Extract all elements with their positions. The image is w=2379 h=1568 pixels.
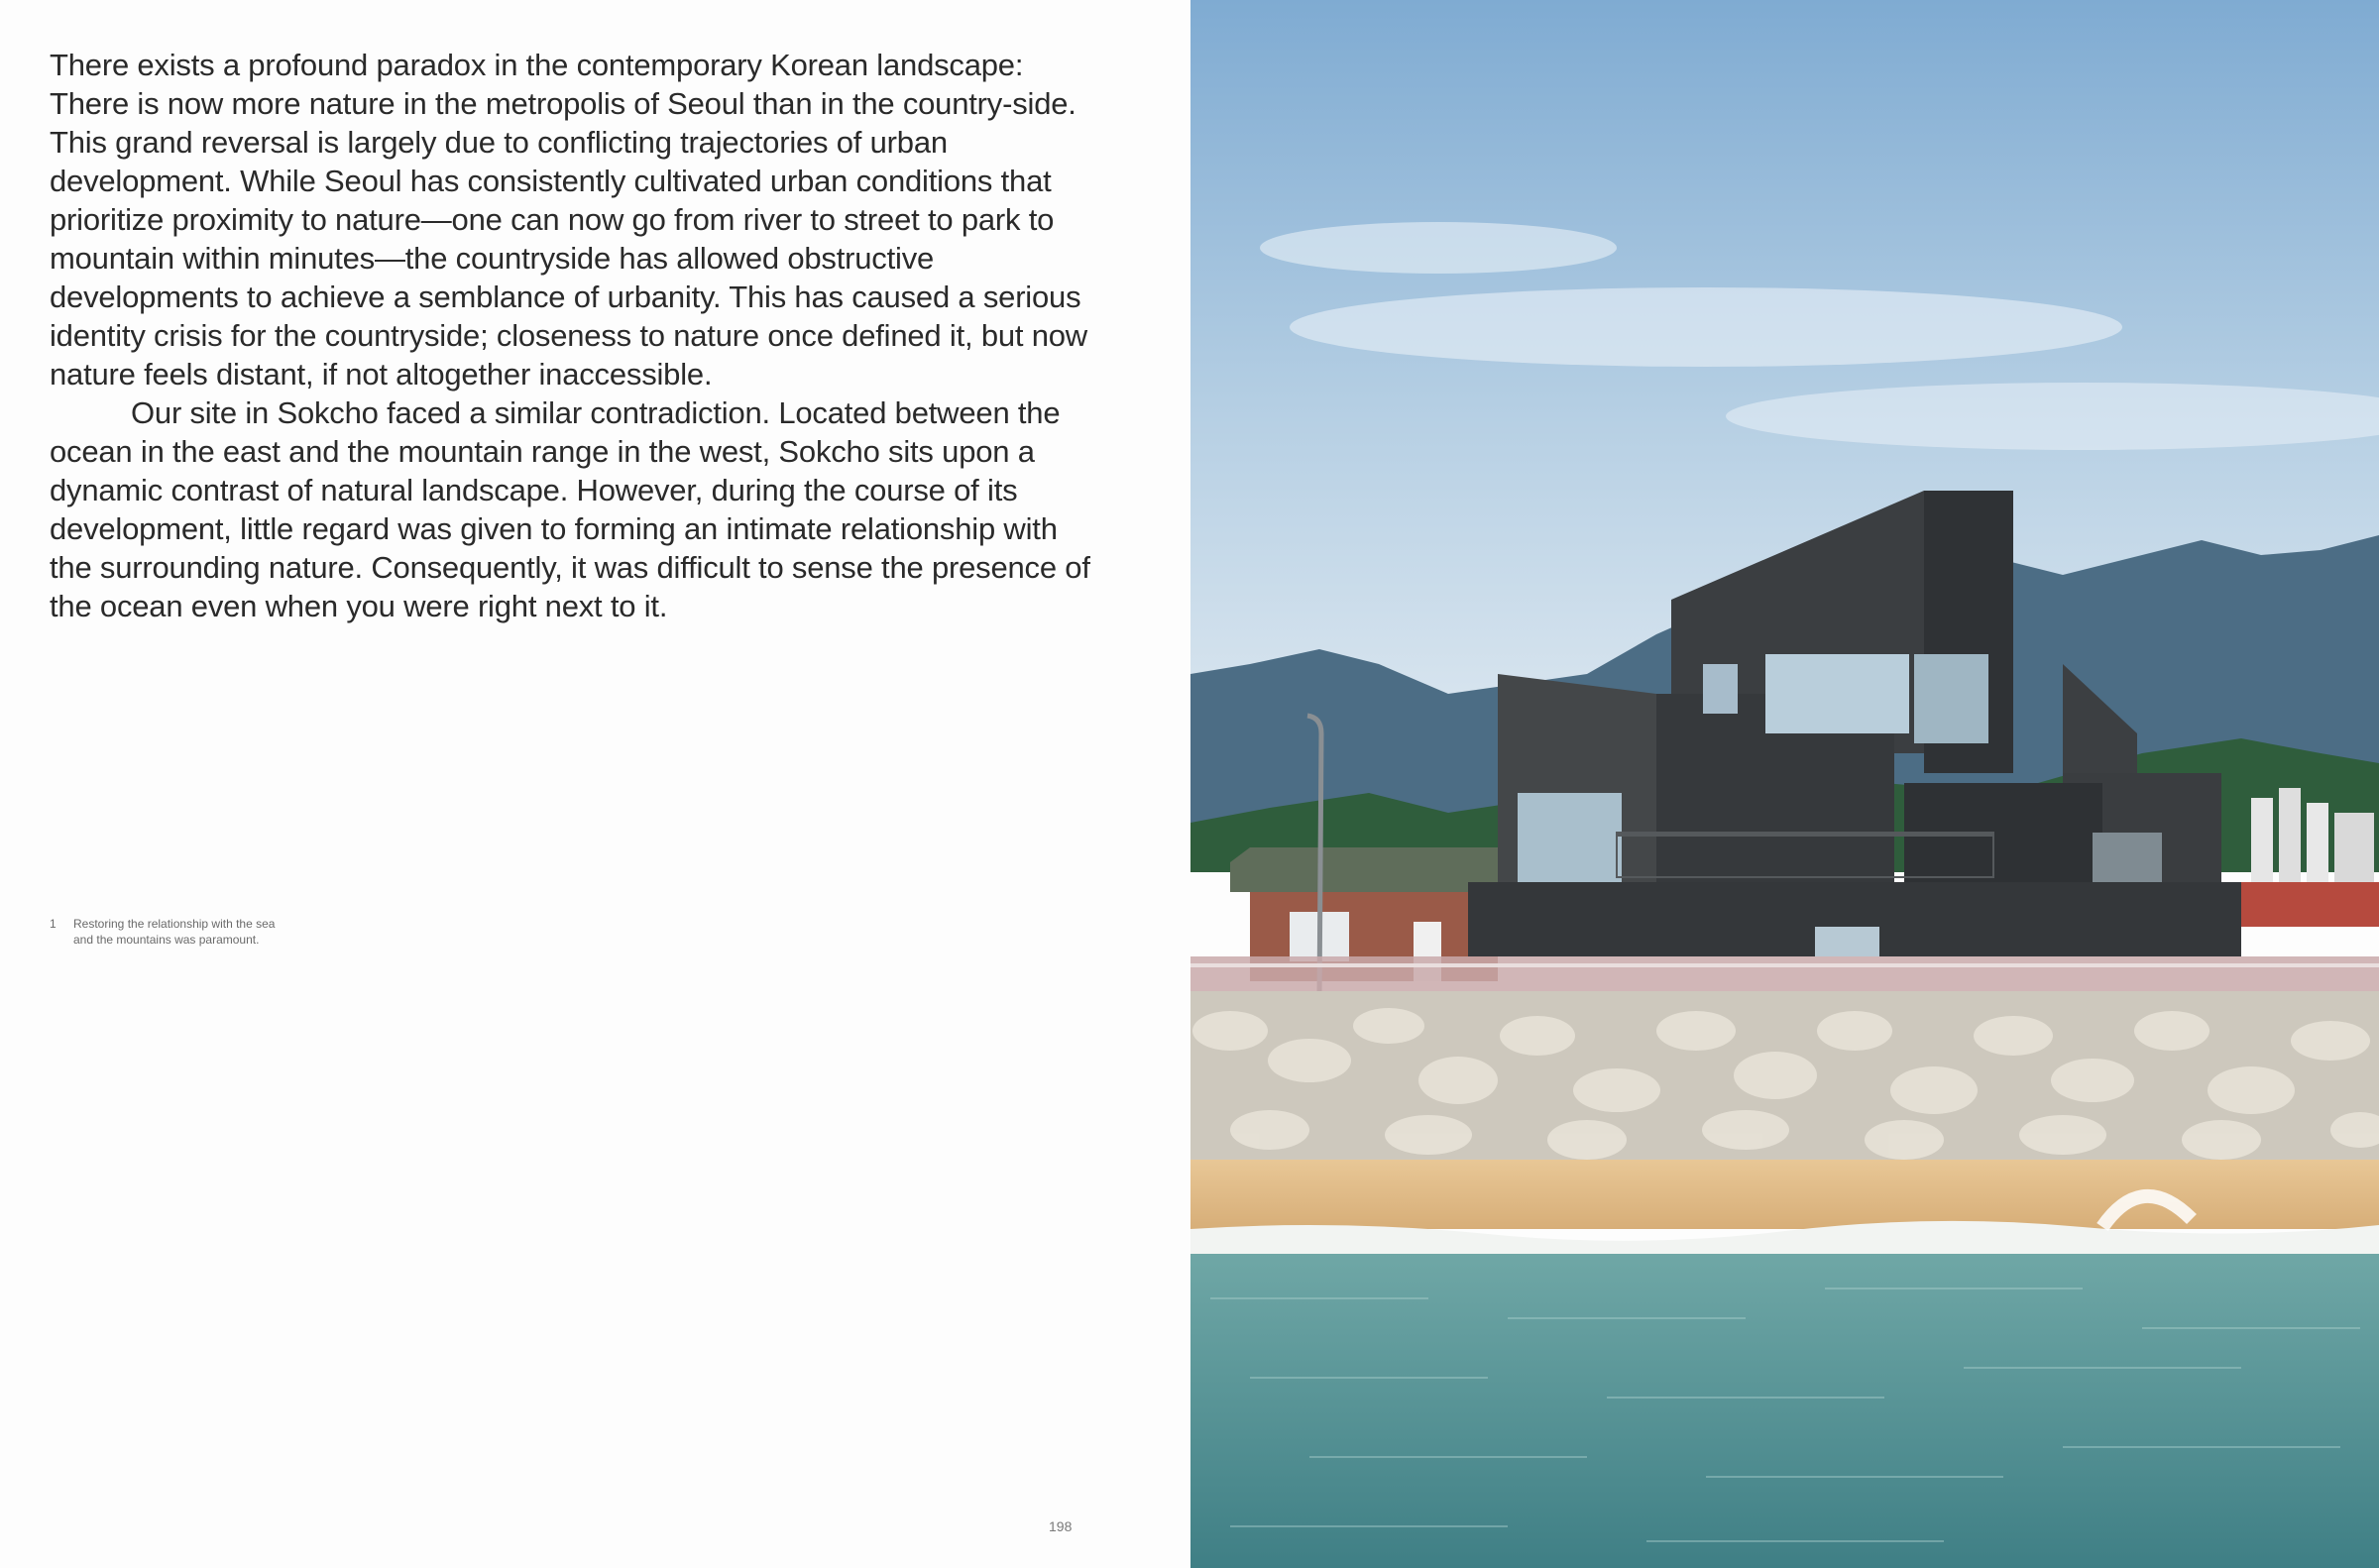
page-number: 198 [1049, 1518, 1073, 1534]
body-text [50, 46, 1090, 625]
building-window [2093, 833, 2162, 882]
caption-number: 1 [50, 917, 57, 931]
apartment-block [2307, 803, 2328, 882]
apartment-block [2334, 813, 2374, 882]
building-by-the-sea-photo [1190, 0, 2379, 1568]
building-window [1703, 664, 1738, 714]
red-roof [2241, 882, 2379, 927]
sea [1190, 1254, 2379, 1568]
building-window [1765, 654, 1909, 733]
apartment-block [2251, 798, 2273, 882]
paragraph-2: Our site in Sokcho faced a similar contradiction. Located between the ocean in the east and the mountain range in the west, Sokcho sits upon a dynamic contrast of natural landscape. However, during the course of its development, little regard was given to forming an intimate relationship with the surrounding nature. Consequently, it was difficult to sense the presence of the ocean even when you were right next to it. [50, 395, 1090, 623]
building-window [1815, 927, 1879, 956]
house-roof [1230, 847, 1498, 892]
cloud [1290, 287, 2122, 367]
building-window [1518, 793, 1622, 882]
apartment-block [2279, 788, 2301, 882]
cloud [1260, 222, 1617, 274]
figure-caption [50, 916, 287, 948]
promenade-fence [1190, 956, 2379, 996]
photo-illustration [1190, 0, 2379, 1568]
paragraph-1: There exists a profound paradox in the contemporary Korean landscape: There is now more nature in the metropolis of Seoul than in the country-side. This grand reversal is largely due to conflicting trajectories of urban development. While Seoul has consistently cultivated urban conditions that prioritize proximity to nature—one can now go from river to street to park to mountain within minutes—the countryside has allowed obstructive developments to achieve a semblance of urbanity. This has caused a serious identity crisis for the countryside; closeness to nature once defined it, but now nature feels distant, if not altogether inaccessible. [50, 48, 1087, 392]
sandy-beach [1190, 1160, 2379, 1229]
caption-text: Restoring the relationship with the sea and the mountains was paramount. [73, 917, 276, 947]
fence-rail [1190, 963, 2379, 967]
building-window [1914, 654, 1988, 743]
